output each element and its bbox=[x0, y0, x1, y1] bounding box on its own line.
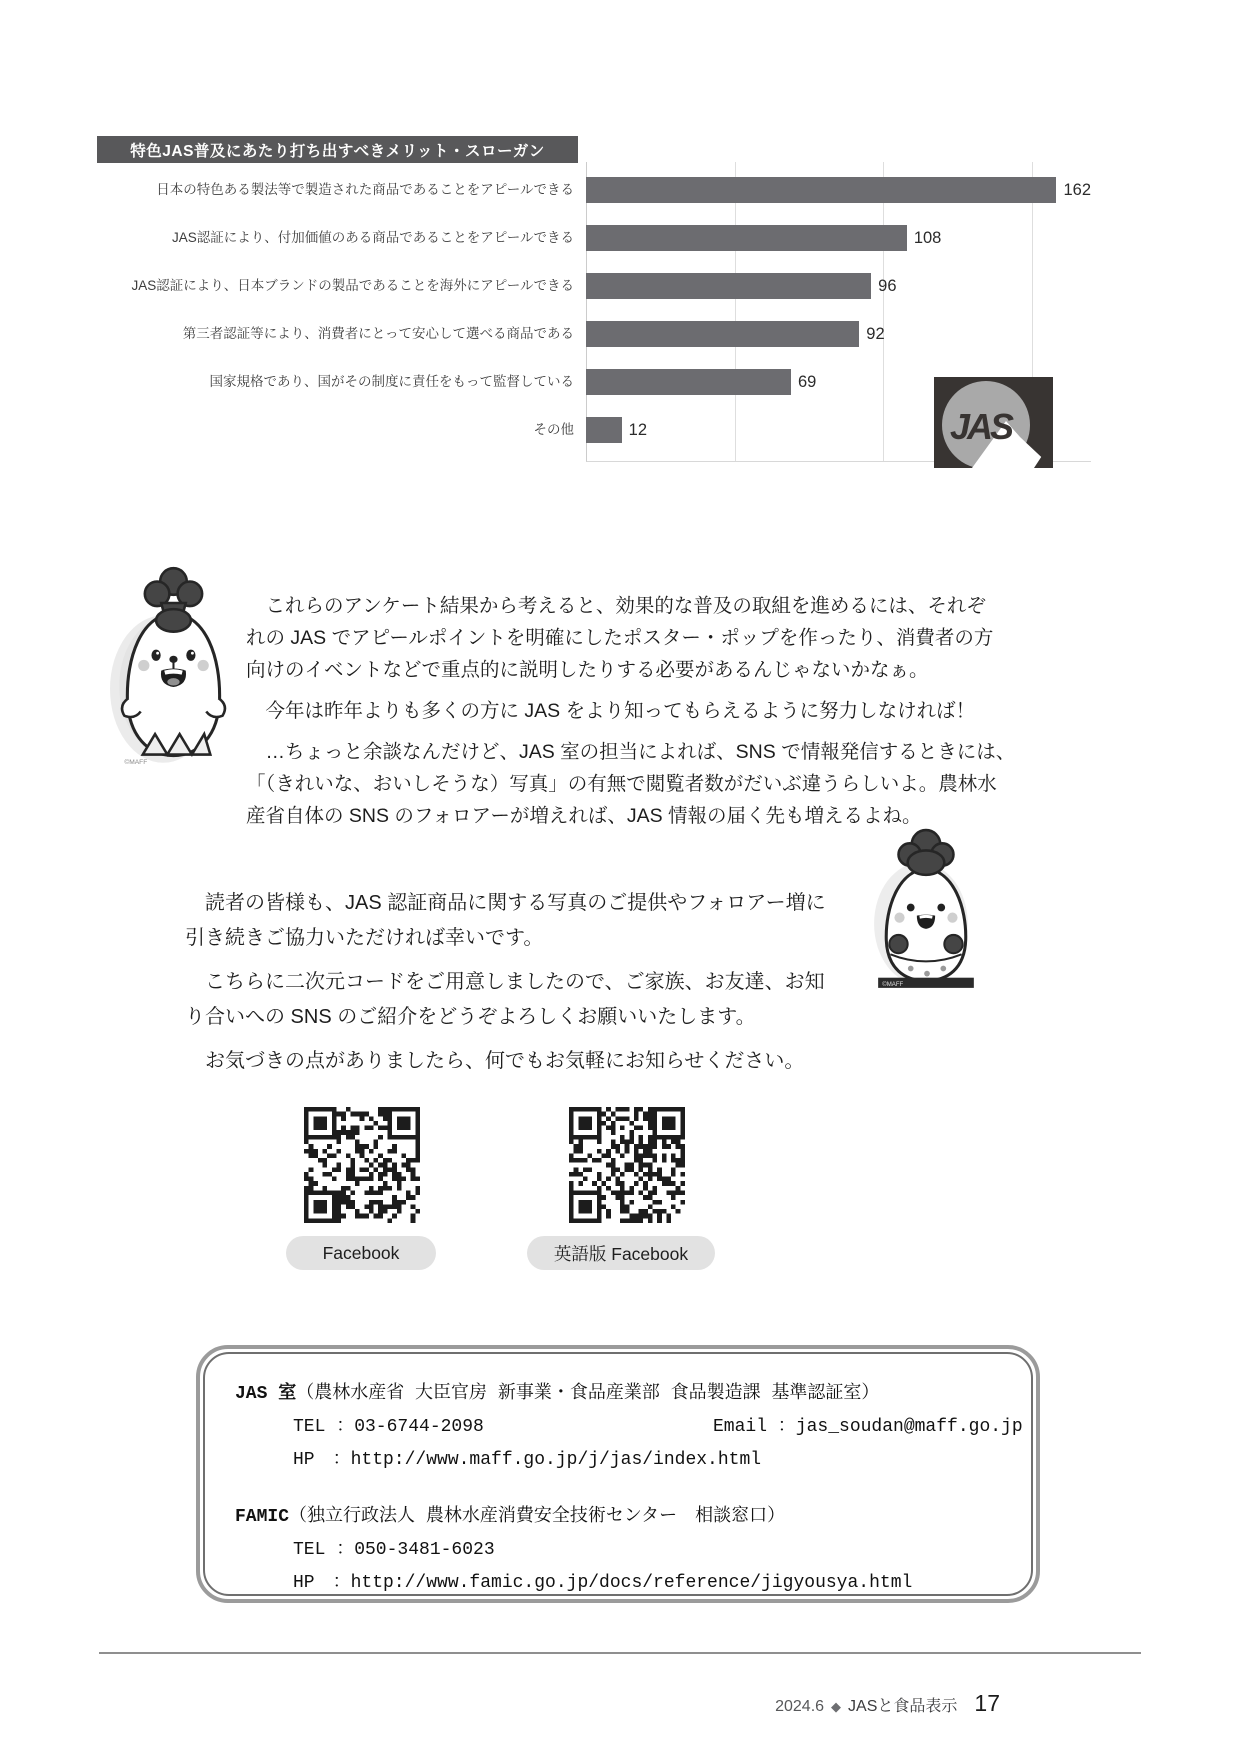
mascot-eye bbox=[151, 650, 160, 661]
chart-row bbox=[96, 166, 1091, 214]
chart-bar bbox=[586, 177, 1056, 203]
jas-room-email[interactable]: Email ：jas_soudan@maff.go.jp bbox=[713, 1417, 1023, 1437]
text-line: こちらに二次元コードをご用意しましたので、ご家族、お友達、お知 bbox=[185, 971, 825, 993]
text-line: これらのアンケート結果から考えると、効果的な普及の取組を進めるには、それぞ bbox=[246, 595, 986, 617]
chart-category-label: 国家規格であり、国がその制度に責任をもって監督している bbox=[209, 373, 574, 389]
text-line: お気づきの点がありましたら、何でもお気軽にお知らせください。 bbox=[185, 1050, 805, 1072]
jas-room-heading bbox=[235, 1378, 1031, 1411]
famic-org: （独立行政法人 農林水産消費安全技術センター 相談窓口） bbox=[289, 1507, 786, 1527]
chart-bar-value: 92 bbox=[866, 324, 885, 343]
text-line: 今年は昨年よりも多くの方に JAS をより知ってもらえるように努力しなければ！ bbox=[246, 700, 976, 722]
jas-logo bbox=[934, 377, 1053, 468]
famic-heading bbox=[235, 1501, 1031, 1534]
text-line: 読者の皆様も、JAS 認証商品に関する写真のご提供やフォロアー増に bbox=[185, 892, 826, 914]
text-line: 産省自体の SNS のフォロアーが増えれば、JAS 情報の届く先も増えるよね。 bbox=[246, 805, 922, 827]
chart-bar-value: 108 bbox=[913, 228, 942, 247]
footer bbox=[560, 1690, 1000, 1717]
footer-magazine-title: JASと食品表示 bbox=[848, 1698, 958, 1715]
famic-tel: TEL ：050-3481-6023 bbox=[293, 1540, 495, 1560]
chart-row bbox=[96, 310, 1091, 358]
famic-hp-line bbox=[235, 1567, 1031, 1600]
page-number: 17 bbox=[974, 1690, 1000, 1716]
text-line: …ちょっと余談なんだけど、JAS 室の担当によれば、SNS で情報発信するときには、 bbox=[246, 741, 1016, 763]
chart-bar-value: 69 bbox=[797, 372, 817, 391]
chart-bar bbox=[586, 273, 871, 299]
jas-room-org: （農林水産省 大臣官房 新事業・食品産業部 食品製造課 基準認証室） bbox=[296, 1384, 880, 1404]
contact-info-box bbox=[196, 1345, 1040, 1603]
text-line: れの JAS でアピールポイントを明確にしたポスター・ポップを作ったり、消費者の方 bbox=[246, 627, 994, 649]
footer-issue: 2024.6 bbox=[775, 1698, 825, 1715]
chart-bar-value: 162 bbox=[1063, 180, 1091, 199]
chart-category-label: その他 bbox=[533, 421, 574, 437]
diamond-icon: ◆ bbox=[831, 1699, 842, 1714]
contact-info-inner bbox=[203, 1352, 1033, 1596]
qr-label-facebook: Facebook bbox=[286, 1236, 436, 1270]
jas-room-name: JAS 室 bbox=[235, 1384, 297, 1404]
famic-name: FAMIC bbox=[235, 1507, 290, 1527]
chart-row bbox=[96, 214, 1091, 262]
jas-room-hp-line bbox=[235, 1444, 1031, 1477]
mascot-hand bbox=[889, 935, 907, 953]
qr-code-english-facebook bbox=[569, 1107, 685, 1223]
chart-title: 特色JAS普及にあたり打ち出すべきメリット・スローガン bbox=[97, 136, 578, 163]
mascot-eye bbox=[937, 904, 945, 912]
text-line: り合いへの SNS のご紹介をどうぞよろしくお願いいたします。 bbox=[185, 1006, 756, 1028]
qr-code-facebook bbox=[304, 1107, 420, 1223]
chart-bar bbox=[586, 321, 859, 347]
chart-row bbox=[96, 262, 1091, 310]
mascot-eye bbox=[907, 904, 915, 912]
mascot-nose bbox=[169, 656, 177, 663]
chart-plot-cell bbox=[586, 262, 1091, 310]
chart-bar-value: 96 bbox=[878, 276, 897, 295]
chart-bar-value: 12 bbox=[628, 420, 647, 439]
chart-plot-cell bbox=[586, 214, 1091, 262]
chart-bar bbox=[586, 225, 907, 251]
chart-category-label: 第三者認証等により、消費者にとって安心して選べる商品である bbox=[182, 325, 574, 341]
famic-url[interactable]: HP ：http://www.famic.go.jp/docs/reference/jigyousya.html bbox=[293, 1573, 913, 1593]
mascot-eye bbox=[186, 650, 195, 661]
jas-room-tel: TEL ：03-6744-2098 bbox=[293, 1417, 484, 1437]
text-line: 向けのイベントなどで重点的に説明したりする必要があるんじゃないかなぁ。 bbox=[246, 659, 929, 681]
mascot-right-credit: ©MAFF bbox=[882, 980, 904, 988]
paragraph-survey-discussion bbox=[246, 590, 1015, 832]
jas-room-tel-line bbox=[235, 1411, 1031, 1444]
mascot-right bbox=[870, 826, 982, 988]
chart-bar bbox=[586, 417, 622, 443]
jas-logo-text: JAS bbox=[950, 406, 1012, 447]
famic-tel-line bbox=[235, 1534, 1031, 1567]
chart-plot-cell bbox=[586, 310, 1091, 358]
chart-bar bbox=[586, 369, 791, 395]
chart-category-label: JAS認証により、付加価値のある商品であることをアピールできる bbox=[172, 229, 574, 245]
mascot-left-credit: ©MAFF bbox=[124, 758, 148, 765]
mascot-left bbox=[110, 560, 238, 765]
mascot-hand bbox=[944, 935, 962, 953]
paragraph-reader-request bbox=[185, 886, 826, 1079]
chart-category-label: 日本の特色ある製法等で製造された商品であることをアピールできる bbox=[156, 181, 574, 197]
qr-label-english-facebook: 英語版 Facebook bbox=[527, 1236, 715, 1270]
chart-category-label: JAS認証により、日本ブランドの製品であることを海外にアピールできる bbox=[131, 277, 574, 293]
text-line: 「（きれいな、おいしそうな）写真」の有無で閲覧者数がだいぶ違うらしいよ。農林水 bbox=[246, 773, 997, 795]
jas-room-url[interactable]: HP ：http://www.maff.go.jp/j/jas/index.html bbox=[293, 1450, 762, 1470]
footer-rule bbox=[99, 1652, 1141, 1654]
text-line: 引き続きご協力いただければ幸いです。 bbox=[185, 927, 544, 949]
chart-plot-cell bbox=[586, 166, 1091, 214]
